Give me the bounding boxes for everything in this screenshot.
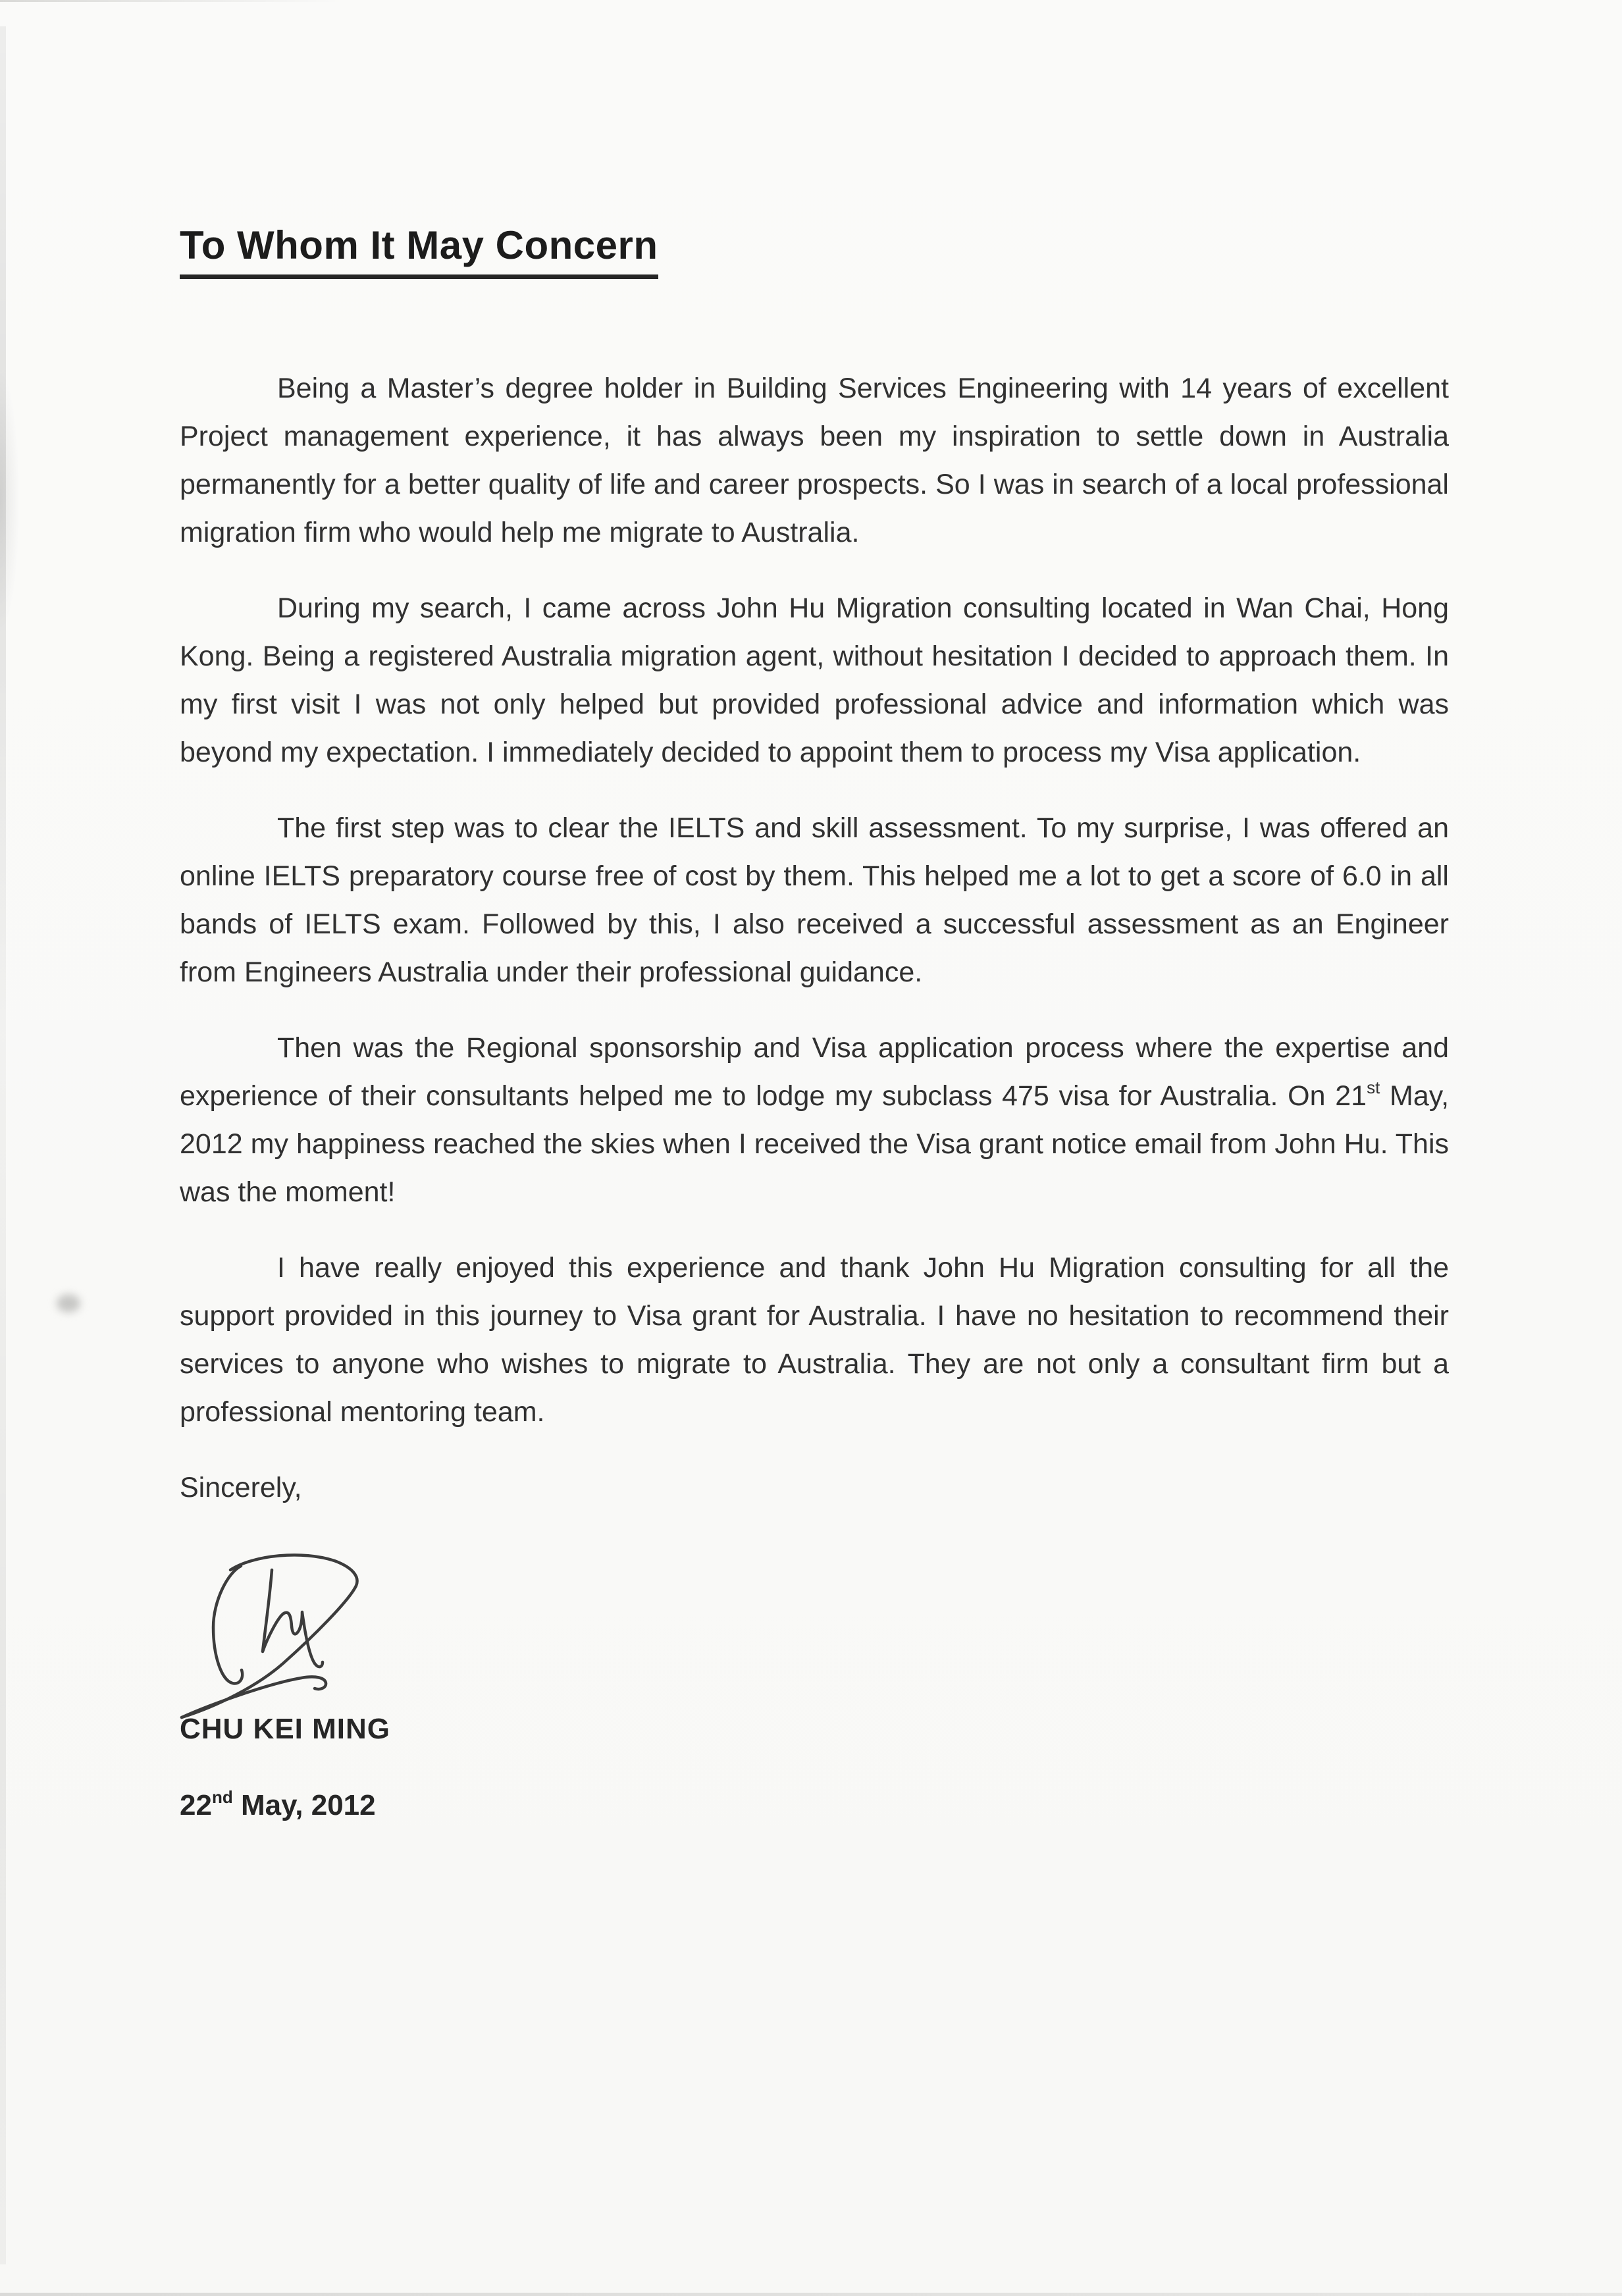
letter-body bbox=[180, 365, 1449, 1436]
scan-corner-smudge bbox=[0, 369, 20, 632]
letter-content bbox=[180, 222, 1449, 1823]
scan-top-edge-artifact bbox=[0, 0, 342, 2]
handwritten-signature bbox=[165, 1538, 461, 1729]
closing-salutation: Sincerely, bbox=[180, 1472, 302, 1503]
paragraph: Being a Master’s degree holder in Building Services Engineering with 14 years of excellent Project management experience, it has always been my inspiration to settle down in Australia permanently for a better quality of life and career prospects. So I was in search of a local professional migration firm who would help me migrate to Australia. bbox=[180, 373, 1449, 548]
scan-left-edge-shadow bbox=[0, 26, 6, 2264]
letter-heading bbox=[180, 222, 1449, 279]
paragraph: Then was the Regional sponsorship and Visa application process where the expertise and experience of their consultants helped me to lodge my subclass 475 visa for Australia. On 21st May, 2012 my happiness reached the skies when I received the Visa grant notice email from John Hu. This was the moment! bbox=[180, 1032, 1450, 1208]
letter-title: To Whom It May Concern bbox=[180, 222, 658, 279]
scan-bottom-edge-artifact bbox=[0, 2293, 1622, 2296]
paragraph: The first step was to clear the IELTS and skill assessment. To my surprise, I was offered an online IELTS preparatory course free of cost by them. This helped me a lot to get a score of 6.0 in all bands of IELTS exam. Followed by this, I also received a successful assessment as an Engineer from Engineers Australia under their professional guidance. bbox=[180, 812, 1449, 988]
paragraph: I have really enjoyed this experience and thank John Hu Migration consulting for all the support provided in this journey to Visa grant for Australia. I have no hesitation to recommend their services to anyone who wishes to migrate to Australia. They are not only a consultant firm but a professional mentoring team. bbox=[180, 1252, 1449, 1428]
letter-date: 22nd May, 2012 bbox=[180, 1787, 376, 1821]
paragraph: During my search, I came across John Hu Migration consulting located in Wan Chai, Hong Kong. Being a registered Australia migration agent, without hesitation I decided to approach them. In my first visit I was not only helped but provided professional advice and information which was beyond my expectation. I immediately decided to appoint them to process my Visa application. bbox=[180, 592, 1449, 768]
scan-smudge-dot bbox=[57, 1294, 80, 1313]
signatory-name: CHU KEI MING bbox=[180, 1713, 390, 1745]
